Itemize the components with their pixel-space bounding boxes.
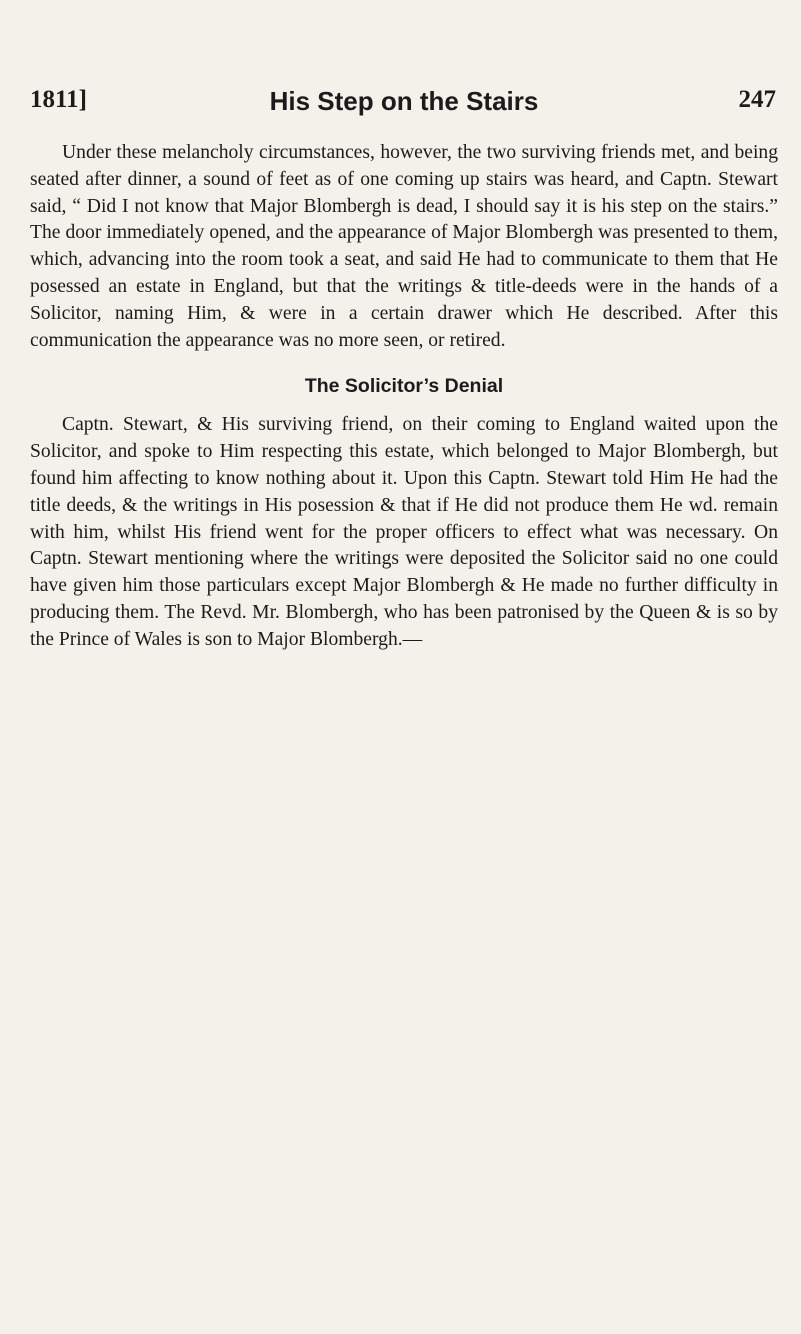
paragraph-2: Captn. Stewart, & His surviving friend, on their coming to England waited upon the Solicitor, and spoke to Him respecting this estate, which belonged to Major Blombergh, but found him affecting to know nothing about it. Upon this Captn. Stewart told Him He had the title deeds, & the writings in His posession & that if He did not produce them He wd. remain with him, whilst His friend went for the proper officers to effect what was necessary. On Captn. Stewart mentioning where the writings were deposited the Solicitor said no one could have given him those particulars except Major Blombergh & He made no further difficulty in producing them. The Revd. Mr. Blombergh, who has been patronised by the Queen & is so by the Prince of Wales is son to Major Blombergh.—	[30, 414, 778, 650]
running-head	[30, 86, 778, 126]
paragraph-1: Under these melancholy circumstances, however, the two surviving friends met, and being seated after dinner, a sound of feet as of one coming up stairs was heard, and Captn. Stewart said, “ Did I not know that Major Blombergh is dead, I should say it is his step on the stairs.” The door immediately opened, and the appearance of Major Blombergh was presented to them, which, advancing into the room took a seat, and said He had to communicate to them that He posessed an estate in England, but that the writings & title-deeds were in the hands of a Solicitor, naming Him, & were in a certain drawer which He described. After this communication the appearance was no more seen, or retired.	[30, 142, 778, 351]
body-text	[30, 140, 778, 654]
running-head-title: His Step on the Stairs	[269, 86, 539, 116]
running-head-year: 1811]	[30, 86, 87, 113]
section-heading: The Solicitor’s Denial	[304, 375, 504, 398]
page-number: 247	[738, 86, 776, 113]
